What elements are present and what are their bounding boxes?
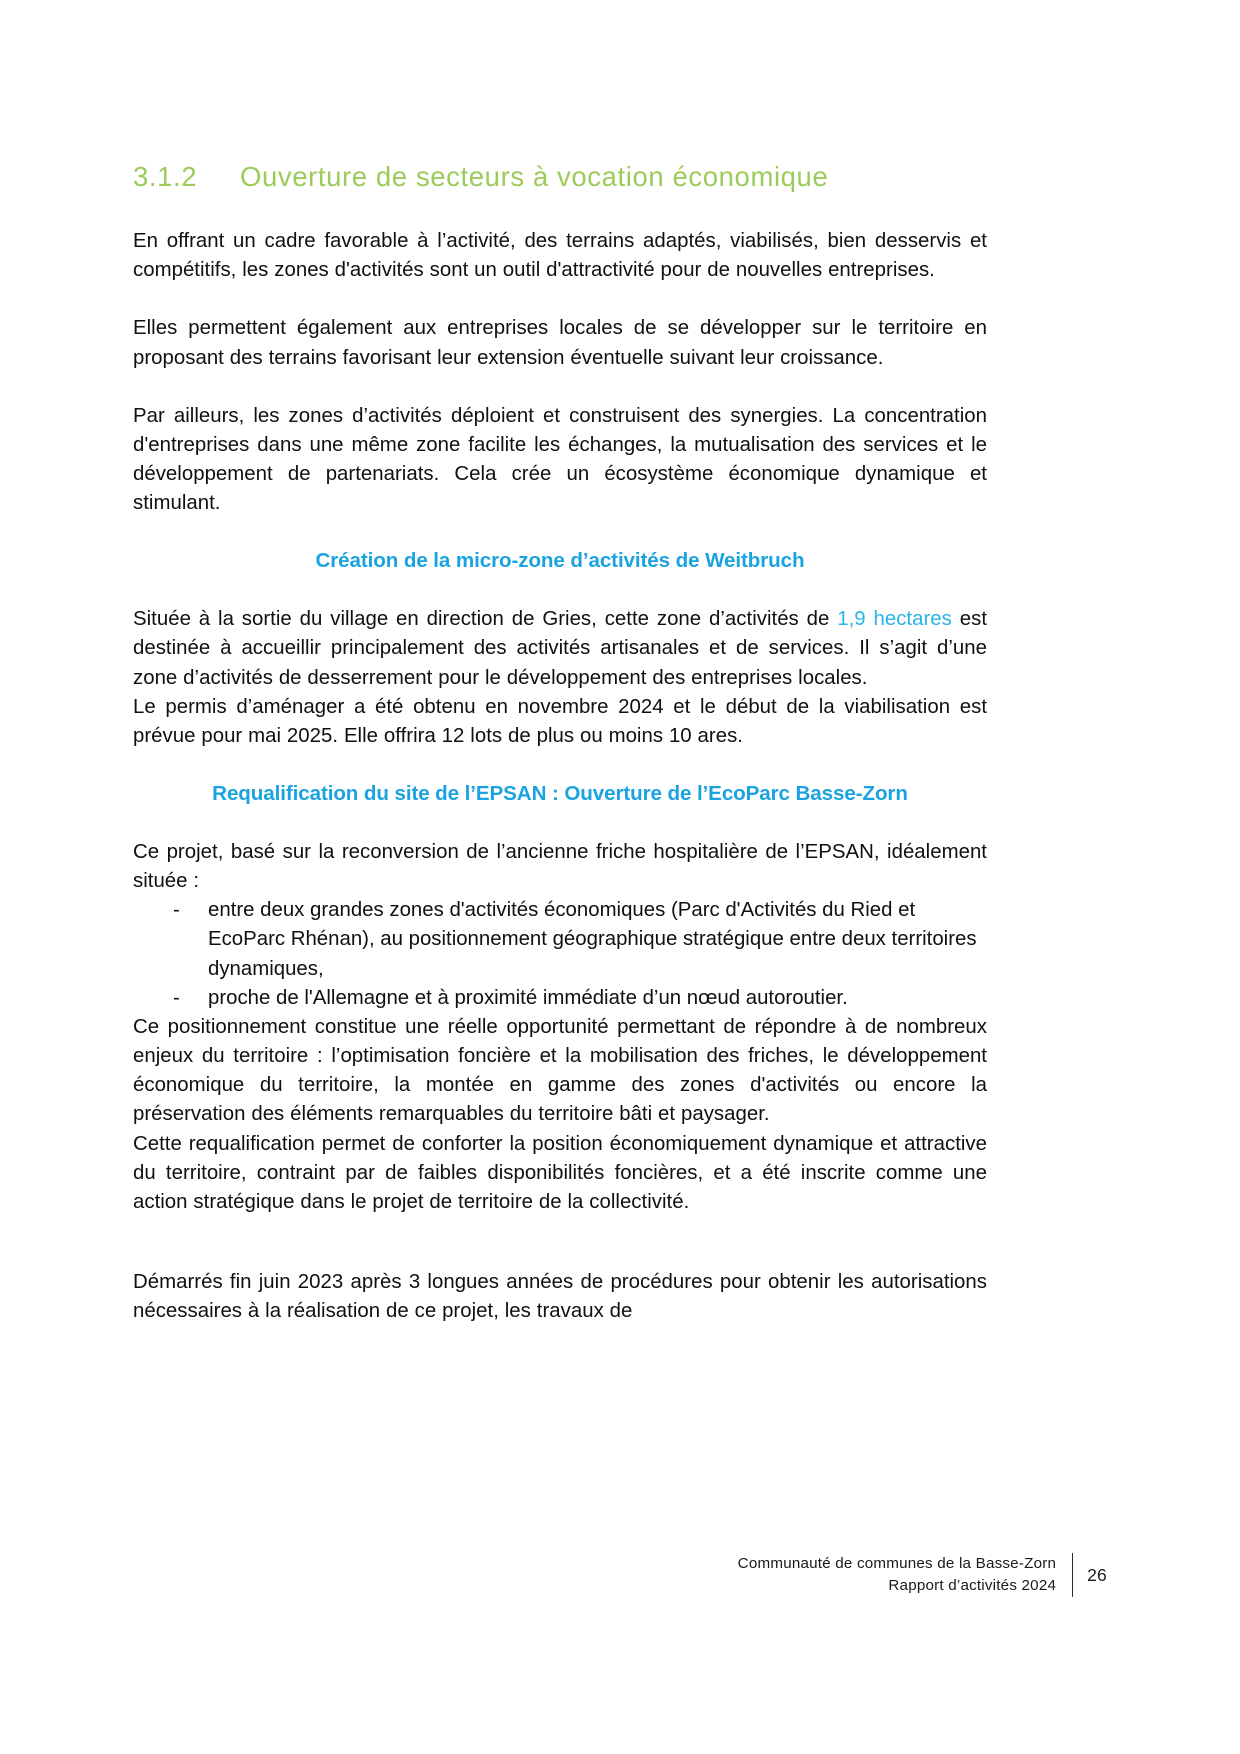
intro-paragraph-2: Elles permettent également aux entreprises locales de se développer sur le territoire en proposant des terrains favorisant leur extension éventuelle suivant leur croissance. [133, 317, 987, 369]
footer-text-block [738, 1553, 1056, 1597]
intro-paragraph-3: Par ailleurs, les zones d’activités déploient et construisent des synergies. La concentration d'entreprises dans une même zone facilite les échanges, la mutualisation des services et le développement de partenariats. Cela crée un écosystème économique dynamique et stimulant. [133, 404, 987, 515]
page-number: 26 [1087, 1565, 1107, 1586]
bullet-marker-icon: - [173, 986, 180, 1009]
intro-paragraph-1: En offrant un cadre favorable à l’activité, des terrains adaptés, viabilisés, bien desservis et compétitifs, les zones d'activités sont un outil d'attractivité pour de nouvelles entreprises. [133, 230, 987, 282]
subheading-epsan: Requalification du site de l’EPSAN : Ouverture de l’EcoParc Basse-Zorn [212, 782, 908, 806]
paragraph-spacer [133, 1246, 987, 1268]
weitbruch-p1-text-after: est destinée à accueillir principalement des activités artisanales et de services. Il s’agit d’une zone d’activités de desserrement pour le développement des entreprises locales. [133, 608, 987, 689]
section-heading [133, 160, 987, 193]
epsan-paragraph-2: Ce positionnement constitue une réelle opportunité permettant de répondre à de nombreux enjeux du territoire : l’optimisation foncière et la mobilisation des friches, le développement économique du territoire, la montée en gamme des zones d'activités ou encore la préservation des éléments remarquables du territoire bâti et paysager. [133, 1015, 987, 1126]
weitbruch-area-value: 1,9 [837, 608, 866, 631]
section-number: 3.1.2 [133, 161, 198, 192]
page-content [133, 160, 987, 1355]
footer-divider [1072, 1553, 1073, 1597]
epsan-paragraph-4: Démarrés fin juin 2023 après 3 longues années de procédures pour obtenir les autorisations nécessaires à la réalisation de ce projet, les travaux de [133, 1271, 987, 1323]
subheading-weitbruch: Création de la micro-zone d’activités de Weitbruch [315, 549, 805, 573]
page-footer [738, 1553, 1107, 1597]
list-item-label: proche de l'Allemagne et à proximité immédiate d’un nœud autoroutier. [208, 986, 848, 1009]
bullet-marker-icon: - [173, 899, 180, 922]
weitbruch-area-unit: hectares [873, 608, 952, 631]
footer-organization: Communauté de communes de la Basse-Zorn [737, 1554, 1057, 1572]
weitbruch-p1-text-before: Située à la sortie du village en direction de Gries, cette zone d’activités de [133, 608, 838, 631]
epsan-bullet-list [133, 896, 987, 1013]
epsan-paragraph-1: Ce projet, basé sur la reconversion de l’ancienne friche hospitalière de l’EPSAN, idéalement située : [133, 840, 987, 892]
weitbruch-paragraph-1 [133, 605, 987, 693]
epsan-paragraph-3: Cette requalification permet de conforter la position économiquement dynamique et attractive du territoire, contraint par de faibles disponibilités foncières, et a été inscrite comme une action stratégique dans le projet de territoire de la collectivité. [133, 1132, 987, 1213]
weitbruch-paragraph-2: Le permis d’aménager a été obtenu en novembre 2024 et le début de la viabilisation est prévue pour mai 2025. Elle offrira 12 lots de plus ou moins 10 ares. [133, 695, 987, 747]
section-title: Ouverture de secteurs à vocation économique [240, 161, 829, 192]
list-item [133, 896, 987, 984]
footer-report-title: Rapport d’activités 2024 [888, 1576, 1057, 1594]
list-item-label: entre deux grandes zones d'activités économiques (Parc d'Activités du Ried et EcoParc Rhénan), au positionnement géographique stratégique entre deux territoires dynamiques, [208, 899, 977, 980]
list-item [133, 984, 987, 1013]
